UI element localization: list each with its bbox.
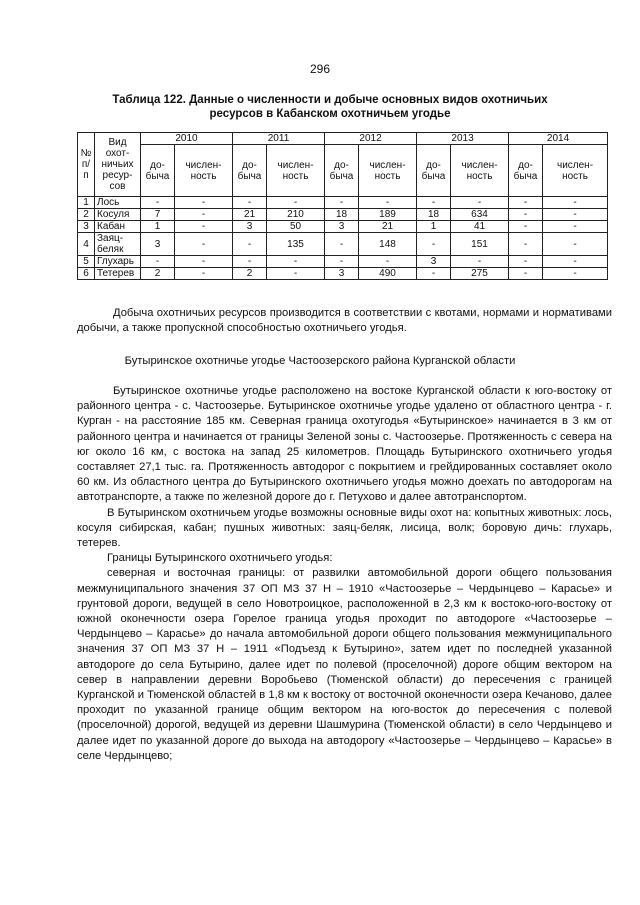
row-value: -: [543, 233, 608, 256]
row-value: -: [417, 268, 451, 280]
row-species: Лось: [95, 197, 141, 209]
row-number: 2: [78, 209, 95, 221]
row-value: -: [509, 256, 543, 268]
table-row: [78, 221, 608, 233]
table-title: [80, 93, 580, 121]
header-year: 2014: [509, 133, 608, 145]
row-value: 3: [417, 256, 451, 268]
table-title-line2: ресурсов в Кабанском охотничьем угодье: [209, 108, 451, 120]
row-value: -: [359, 197, 417, 209]
body-text: [77, 384, 612, 764]
row-value: -: [451, 256, 509, 268]
header-year: 2010: [141, 133, 233, 145]
row-value: 7: [141, 209, 175, 221]
quota-paragraph: Добыча охотничьих ресурсов производится в соответствии с квотами, нормами и нормативами добычи, а также пропускной способностью охотничьего угодья.: [77, 307, 612, 335]
row-value: 3: [325, 268, 359, 280]
header-kind: Вид охот-ничьих ресур-сов: [95, 133, 141, 197]
row-value: 1: [141, 221, 175, 233]
hunting-resources-table: [77, 132, 608, 280]
row-value: -: [267, 197, 325, 209]
row-value: 21: [359, 221, 417, 233]
row-species: Косуля: [95, 209, 141, 221]
table-row: [78, 233, 608, 256]
row-value: 2: [141, 268, 175, 280]
row-value: 634: [451, 209, 509, 221]
row-value: -: [141, 256, 175, 268]
row-value: -: [509, 233, 543, 256]
row-value: -: [325, 256, 359, 268]
row-number: 3: [78, 221, 95, 233]
row-number: 6: [78, 268, 95, 280]
header-year: 2011: [233, 133, 325, 145]
row-value: -: [451, 197, 509, 209]
row-species: Заяц-беляк: [95, 233, 141, 256]
location-paragraph: Бутыринское охотничье угодье расположено на востоке Курганской области к юго-востоку от районного центра - с. Частоозерье. Бутыринское охотничье угодье удалено от областного центра - г. Курган - на расстояние 185 км. Северная граница охотугодья «Бутыринское» начинается в 3 км от районного центра и начинается от границы Зеленой зоны с. Частоозерье. Протяженность с севера на юг около 16 км, с востока на запад 25 километров. Площадь Бутыринского охотничьего угодья составляет 27,1 тыс. га. Протяженность автодорог с покрытием и грейдированных составляет около 60 км. Из областного центра до Бутыринского охотничьего угодья можно доехать по автодорогам на автотранспорте, а также по железной дороге до г. Петухово и далее автотранспортом.: [77, 385, 612, 504]
row-value: -: [233, 256, 267, 268]
row-value: -: [175, 197, 233, 209]
table-row: [78, 268, 608, 280]
row-value: 148: [359, 233, 417, 256]
row-value: 275: [451, 268, 509, 280]
row-value: 3: [233, 221, 267, 233]
row-value: -: [543, 209, 608, 221]
row-value: 210: [267, 209, 325, 221]
row-value: -: [543, 221, 608, 233]
row-value: 18: [417, 209, 451, 221]
row-value: -: [233, 197, 267, 209]
row-value: -: [267, 268, 325, 280]
row-value: 3: [325, 221, 359, 233]
row-value: -: [543, 256, 608, 268]
row-number: 5: [78, 256, 95, 268]
row-value: 3: [141, 233, 175, 256]
row-species: Тетерев: [95, 268, 141, 280]
table-header-row: [78, 133, 608, 145]
row-value: -: [325, 197, 359, 209]
header-catch: до-бычa: [141, 145, 175, 197]
row-value: -: [175, 209, 233, 221]
row-value: 1: [417, 221, 451, 233]
row-value: -: [267, 256, 325, 268]
header-count: числен-ность: [359, 145, 417, 197]
row-species: Кабан: [95, 221, 141, 233]
row-value: -: [175, 233, 233, 256]
row-value: 490: [359, 268, 417, 280]
borders-title: Границы Бутыринского охотничьего угодья:: [107, 552, 333, 565]
row-value: 41: [451, 221, 509, 233]
row-value: -: [543, 197, 608, 209]
row-species: Глухарь: [95, 256, 141, 268]
header-count: числен-ность: [543, 145, 608, 197]
row-value: -: [417, 233, 451, 256]
table-row: [78, 197, 608, 209]
row-value: -: [325, 233, 359, 256]
row-value: 151: [451, 233, 509, 256]
header-count: числен-ность: [267, 145, 325, 197]
row-number: 1: [78, 197, 95, 209]
row-value: -: [175, 221, 233, 233]
section-heading: Бутыринское охотничье угодье Частоозерского района Курганской области: [124, 355, 516, 367]
hunting-paragraph: В Бутыринском охотничьем угодье возможны основные виды охот на: копытных животных: лось, косуля сибирская, кабан; пушных животных: заяц-беляк, лисица, волк; боровую дичь: глухарь, тетерев.: [77, 506, 612, 550]
row-value: -: [141, 197, 175, 209]
row-value: -: [417, 197, 451, 209]
row-value: -: [543, 268, 608, 280]
row-value: 18: [325, 209, 359, 221]
table-title-line1: Таблица 122. Данные о численности и добыче основных видов охотничьих: [112, 94, 548, 106]
row-value: -: [509, 197, 543, 209]
row-value: 135: [267, 233, 325, 256]
row-value: -: [509, 268, 543, 280]
row-value: 2: [233, 268, 267, 280]
row-value: 50: [267, 221, 325, 233]
row-value: -: [509, 221, 543, 233]
row-value: 21: [233, 209, 267, 221]
header-number: № п/п: [78, 133, 95, 197]
row-value: -: [175, 268, 233, 280]
row-value: -: [509, 209, 543, 221]
header-catch: до-бычa: [509, 145, 543, 197]
header-catch: до-бычa: [417, 145, 451, 197]
header-catch: до-бычa: [233, 145, 267, 197]
row-value: -: [175, 256, 233, 268]
row-value: 189: [359, 209, 417, 221]
table-subheader-row: [78, 145, 608, 197]
table-row: [78, 209, 608, 221]
page-number: 296: [309, 62, 331, 76]
borders-paragraph: северная и восточная границы: от развилки автомобильной дороги общего пользования межмуниципального значения 37 ОП МЗ 37 Н – 1910 «Частоозерье – Чердынцево – Карасье» и грунтовой дороги, ведущей в село Новотроицкое, расположенной в 2,3 км к востоко-юго-востоку от южной оконечности озера Горелое граница угодья проходит по автодороге «Частоозерье – Чердынцево – Карасье» до начала автомобильной дороги общего пользования межмуниципального значения 37 ОП МЗ 37 Н – 1911 «Подъезд к Бутырино», затем идет по последней указанной автодороге до села Бутырино, далее идет по полевой (проселочной) дороге общим вектором на север в направлении деревни Воробьево (Тюменской области) до пересечения с границей Курганской и Тюменской областей в 1,8 км к востоку от восточной оконечности озера Кечаново, далее проходит по указанной границе общим вектором на юго-восток до пересечения с полевой (проселочной) дорогой, ведущей из деревни Шашмурина (Тюменской области) в село Чердынцево и далее идет по указанной дороге до выхода на автодорогу «Частоозерье – Чердынцево – Карасье» в селе Чердынцево;: [77, 567, 612, 762]
table-row: [78, 256, 608, 268]
header-year: 2012: [325, 133, 417, 145]
header-year: 2013: [417, 133, 509, 145]
row-value: -: [359, 256, 417, 268]
header-catch: до-бычa: [325, 145, 359, 197]
header-count: числен-ность: [175, 145, 233, 197]
header-count: числен-ность: [451, 145, 509, 197]
row-value: -: [233, 233, 267, 256]
row-number: 4: [78, 233, 95, 256]
